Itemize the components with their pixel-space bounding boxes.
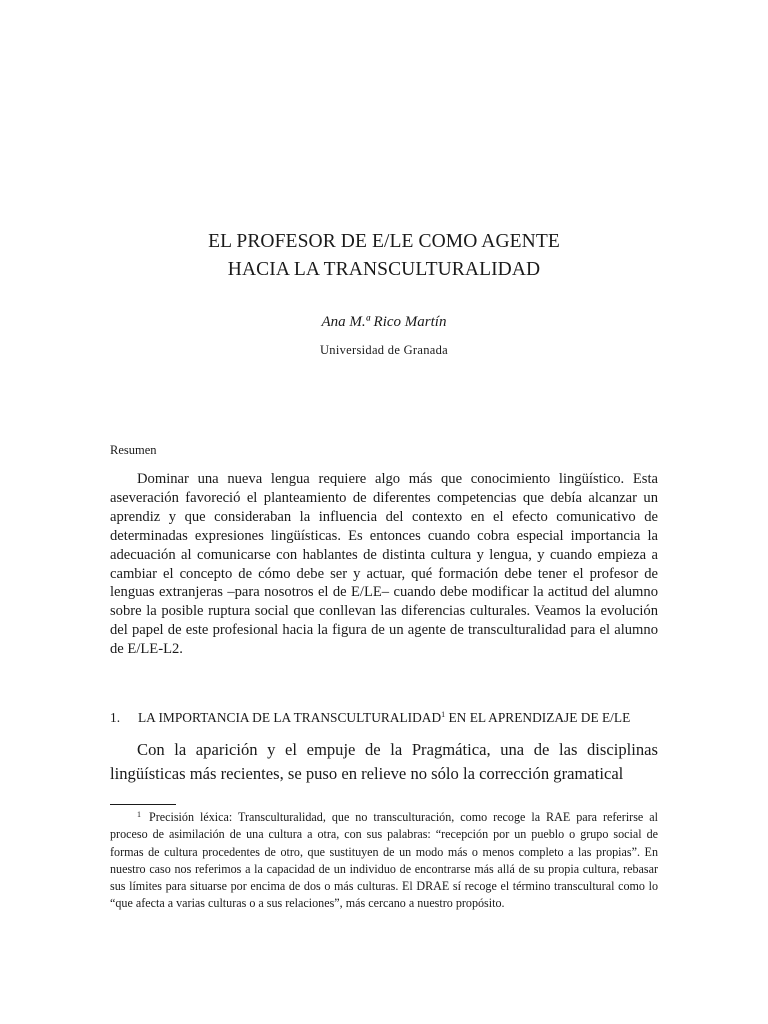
paper-title-line-1: EL PROFESOR DE E/LE COMO AGENTE [208, 231, 560, 252]
section-heading-text-part-1: LA IMPORTANCIA DE LA TRANSCULTURALIDAD [138, 710, 442, 725]
author-name: Ana M.ª Rico Martín [321, 314, 447, 330]
author-affiliation: Universidad de Granada [319, 343, 449, 357]
section-heading-text-part-2: EN EL APRENDIZAJE DE E/LE [445, 710, 631, 725]
abstract-text: Dominar una nueva lengua requiere algo más que conocimiento lingüístico. Esta aseveración favoreció el planteamiento de diferentes competencias que debía alcanzar un aprendiz y que consideraban la influencia del contexto en el efecto comunicativo de determinadas expresiones lingüísticas. Es entonces cuando cobra especial importancia la adecuación al comunicarse con hablantes de distinta cultura y lengua, y cuando empieza a cambiar el concepto de cómo debe ser y actuar, qué formación debe tener el profesor de lenguas extranjeras –para nosotros el de E/LE– cuando debe modificar la actitud del alumno sobre la posible ruptura social que conllevan las diferencias culturales. Veamos la evolución del papel de este profesional hacia la figura de un agente de transculturalidad para el alumno de E/LE-L2. [110, 471, 658, 658]
footnote-text: Precisión léxica: Transculturalidad, que no transculturación, como recoge la RAE para referirse al proceso de asimilación de una cultura a otra, con sus palabras: “recepción por un pueblo o grupo social de formas de cultura procedentes de otro, que sustituyen de un modo más o menos completo a las propias”. En nuestro caso nos referimos a la capacidad de un individuo de encontrarse más allá de su propia cultura, rebasar sus límites para situarse por encima de dos o más culturas. El DRAE sí recoge el término transcultural como lo “que afecta a varias culturas o a sus relaciones”, más cercano a nuestro propósito. [110, 810, 658, 911]
section-heading [110, 708, 658, 728]
paper-title [110, 228, 658, 284]
footnote [110, 809, 658, 913]
section-number: 1. [110, 710, 121, 725]
footnote-reference-link[interactable]: 1 [441, 710, 446, 719]
footnote-divider [110, 804, 176, 805]
abstract-heading: Resumen [110, 443, 157, 457]
document-page [110, 0, 658, 1024]
paper-title-line-2: HACIA LA TRANSCULTURALIDAD [227, 259, 541, 280]
section-body-text: Con la aparición y el empuje de la Pragmática, una de las disciplinas lingüísticas más recientes, se puso en relieve no sólo la corrección gramatical [110, 740, 658, 783]
footnote-mark: 1 [137, 810, 141, 819]
